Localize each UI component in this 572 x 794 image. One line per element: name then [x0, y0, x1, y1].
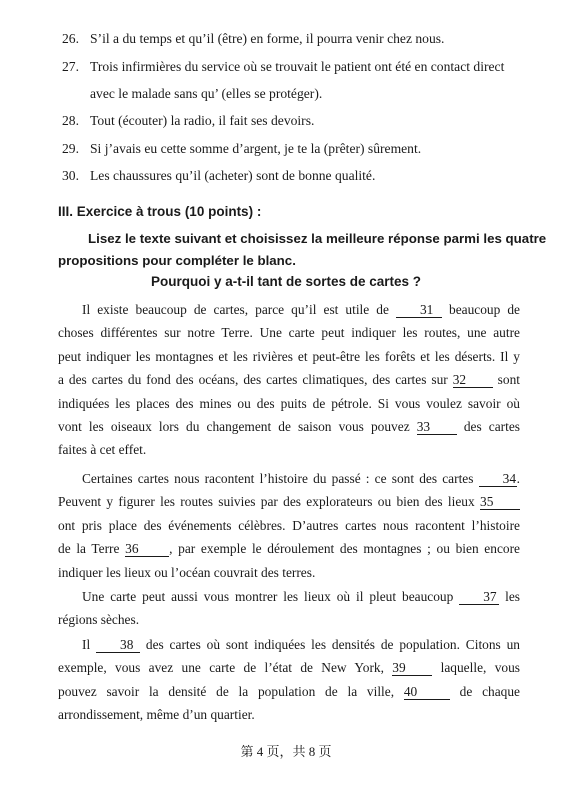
- text-line: choses différentes sur notre Terre. Une carte peut indiquer les routes, une autre: [58, 325, 520, 341]
- text-line: ont pris place des événements célèbres. D’autres cartes nous racontent l’histoire: [58, 517, 520, 533]
- text-line: vont les oiseaux lors du changement de saison vous pouvez 33 des cartes: [58, 419, 520, 435]
- item-number: 26.: [62, 31, 79, 46]
- text-line: arrondissement, même d’un quartier.: [58, 707, 255, 723]
- exercise-item-29: [62, 140, 532, 158]
- blank-39: 39: [392, 660, 432, 676]
- blank-34: 34: [479, 471, 517, 487]
- text-line: indiquées les places des mines ou des puits de pétrole. Si vous voulez savoir où: [58, 395, 520, 411]
- item-text-continuation: avec le malade sans qu’ (elles se protéger).: [90, 86, 323, 101]
- text-line: Il existe beaucoup de cartes, parce qu’il est utile de 31 beaucoup de: [82, 302, 520, 317]
- page-footer: 第 4 页，共 8 页: [240, 744, 332, 759]
- exercise-item-30: [62, 167, 532, 185]
- item-text: Si j’avais eu cette somme d’argent, je te la (prêter) sûrement.: [90, 141, 422, 156]
- item-text: S’il a du temps et qu’il (être) en forme, il pourra venir chez nous.: [90, 31, 445, 46]
- paragraph-4: [58, 633, 520, 727]
- text-title: Pourquoi y a-t-il tant de sortes de cartes ?: [150, 274, 422, 289]
- exercise-item-27: [62, 58, 532, 76]
- blank-40: 40: [404, 684, 450, 700]
- exercise-item-26: [62, 30, 532, 48]
- text-line: Il 38 des cartes où sont indiquées les densités de population. Citons un: [82, 637, 521, 652]
- item-number: 29.: [62, 141, 79, 156]
- text-line: Certaines cartes nous racontent l’histoire du passé : ce sont des cartes 34.: [82, 471, 520, 486]
- paragraph-1: [58, 298, 520, 462]
- item-number: 27.: [62, 59, 79, 74]
- item-text: Tout (écouter) la radio, il fait ses devoirs.: [90, 113, 315, 128]
- paragraph-3: [58, 585, 520, 632]
- paragraph-2: [58, 467, 520, 584]
- text-line: indiquer les lieux ou l’océan couvrait des terres.: [58, 564, 316, 580]
- text-line: peut indiquer les montagnes et les rivières et peut-être les forêts et les déserts. Il y: [58, 348, 520, 364]
- blank-38: 38: [96, 637, 140, 653]
- blank-33: 33: [417, 419, 457, 435]
- section-title: III. Exercice à trous (10 points) :: [58, 204, 262, 219]
- text-line: exemple, vous avez une carte de l’état de New York, 39 laquelle, vous: [58, 660, 520, 676]
- blank-35: 35: [480, 494, 520, 510]
- instruction-line-1: Lisez le texte suivant et choisissez la meilleure réponse parmi les quatre: [88, 231, 547, 246]
- item-number: 30.: [62, 168, 79, 183]
- text-line: régions sèches.: [58, 612, 140, 628]
- blank-32: 32: [453, 372, 493, 388]
- text-line: a des cartes du fond des océans, des cartes climatiques, des cartes sur 32 sont: [58, 372, 521, 388]
- exercise-item-28: [62, 112, 532, 130]
- text-line: de la Terre 36 , par exemple le déroulement des montagnes ; ou bien encore: [58, 541, 520, 557]
- exercise-item-27-continuation: [90, 85, 560, 103]
- instruction-line-2: propositions pour compléter le blanc.: [58, 253, 296, 268]
- text-line: Peuvent y figurer les routes suivies par des explorateurs ou bien des lieux 35: [58, 490, 520, 513]
- item-text: Les chaussures qu’il (acheter) sont de bonne qualité.: [90, 168, 376, 183]
- item-text: Trois infirmières du service où se trouvait le patient ont été en contact direct: [90, 59, 505, 74]
- text-line: faites à cet effet.: [58, 442, 147, 458]
- blank-36: 36: [125, 541, 169, 557]
- text-line: Une carte peut aussi vous montrer les lieux où il pleut beaucoup 37 les: [82, 589, 520, 604]
- item-number: 28.: [62, 113, 79, 128]
- text-line: pouvez savoir la densité de la population de la ville, 40 de chaque: [58, 683, 520, 699]
- blank-31: 31: [396, 302, 442, 318]
- blank-37: 37: [459, 589, 499, 605]
